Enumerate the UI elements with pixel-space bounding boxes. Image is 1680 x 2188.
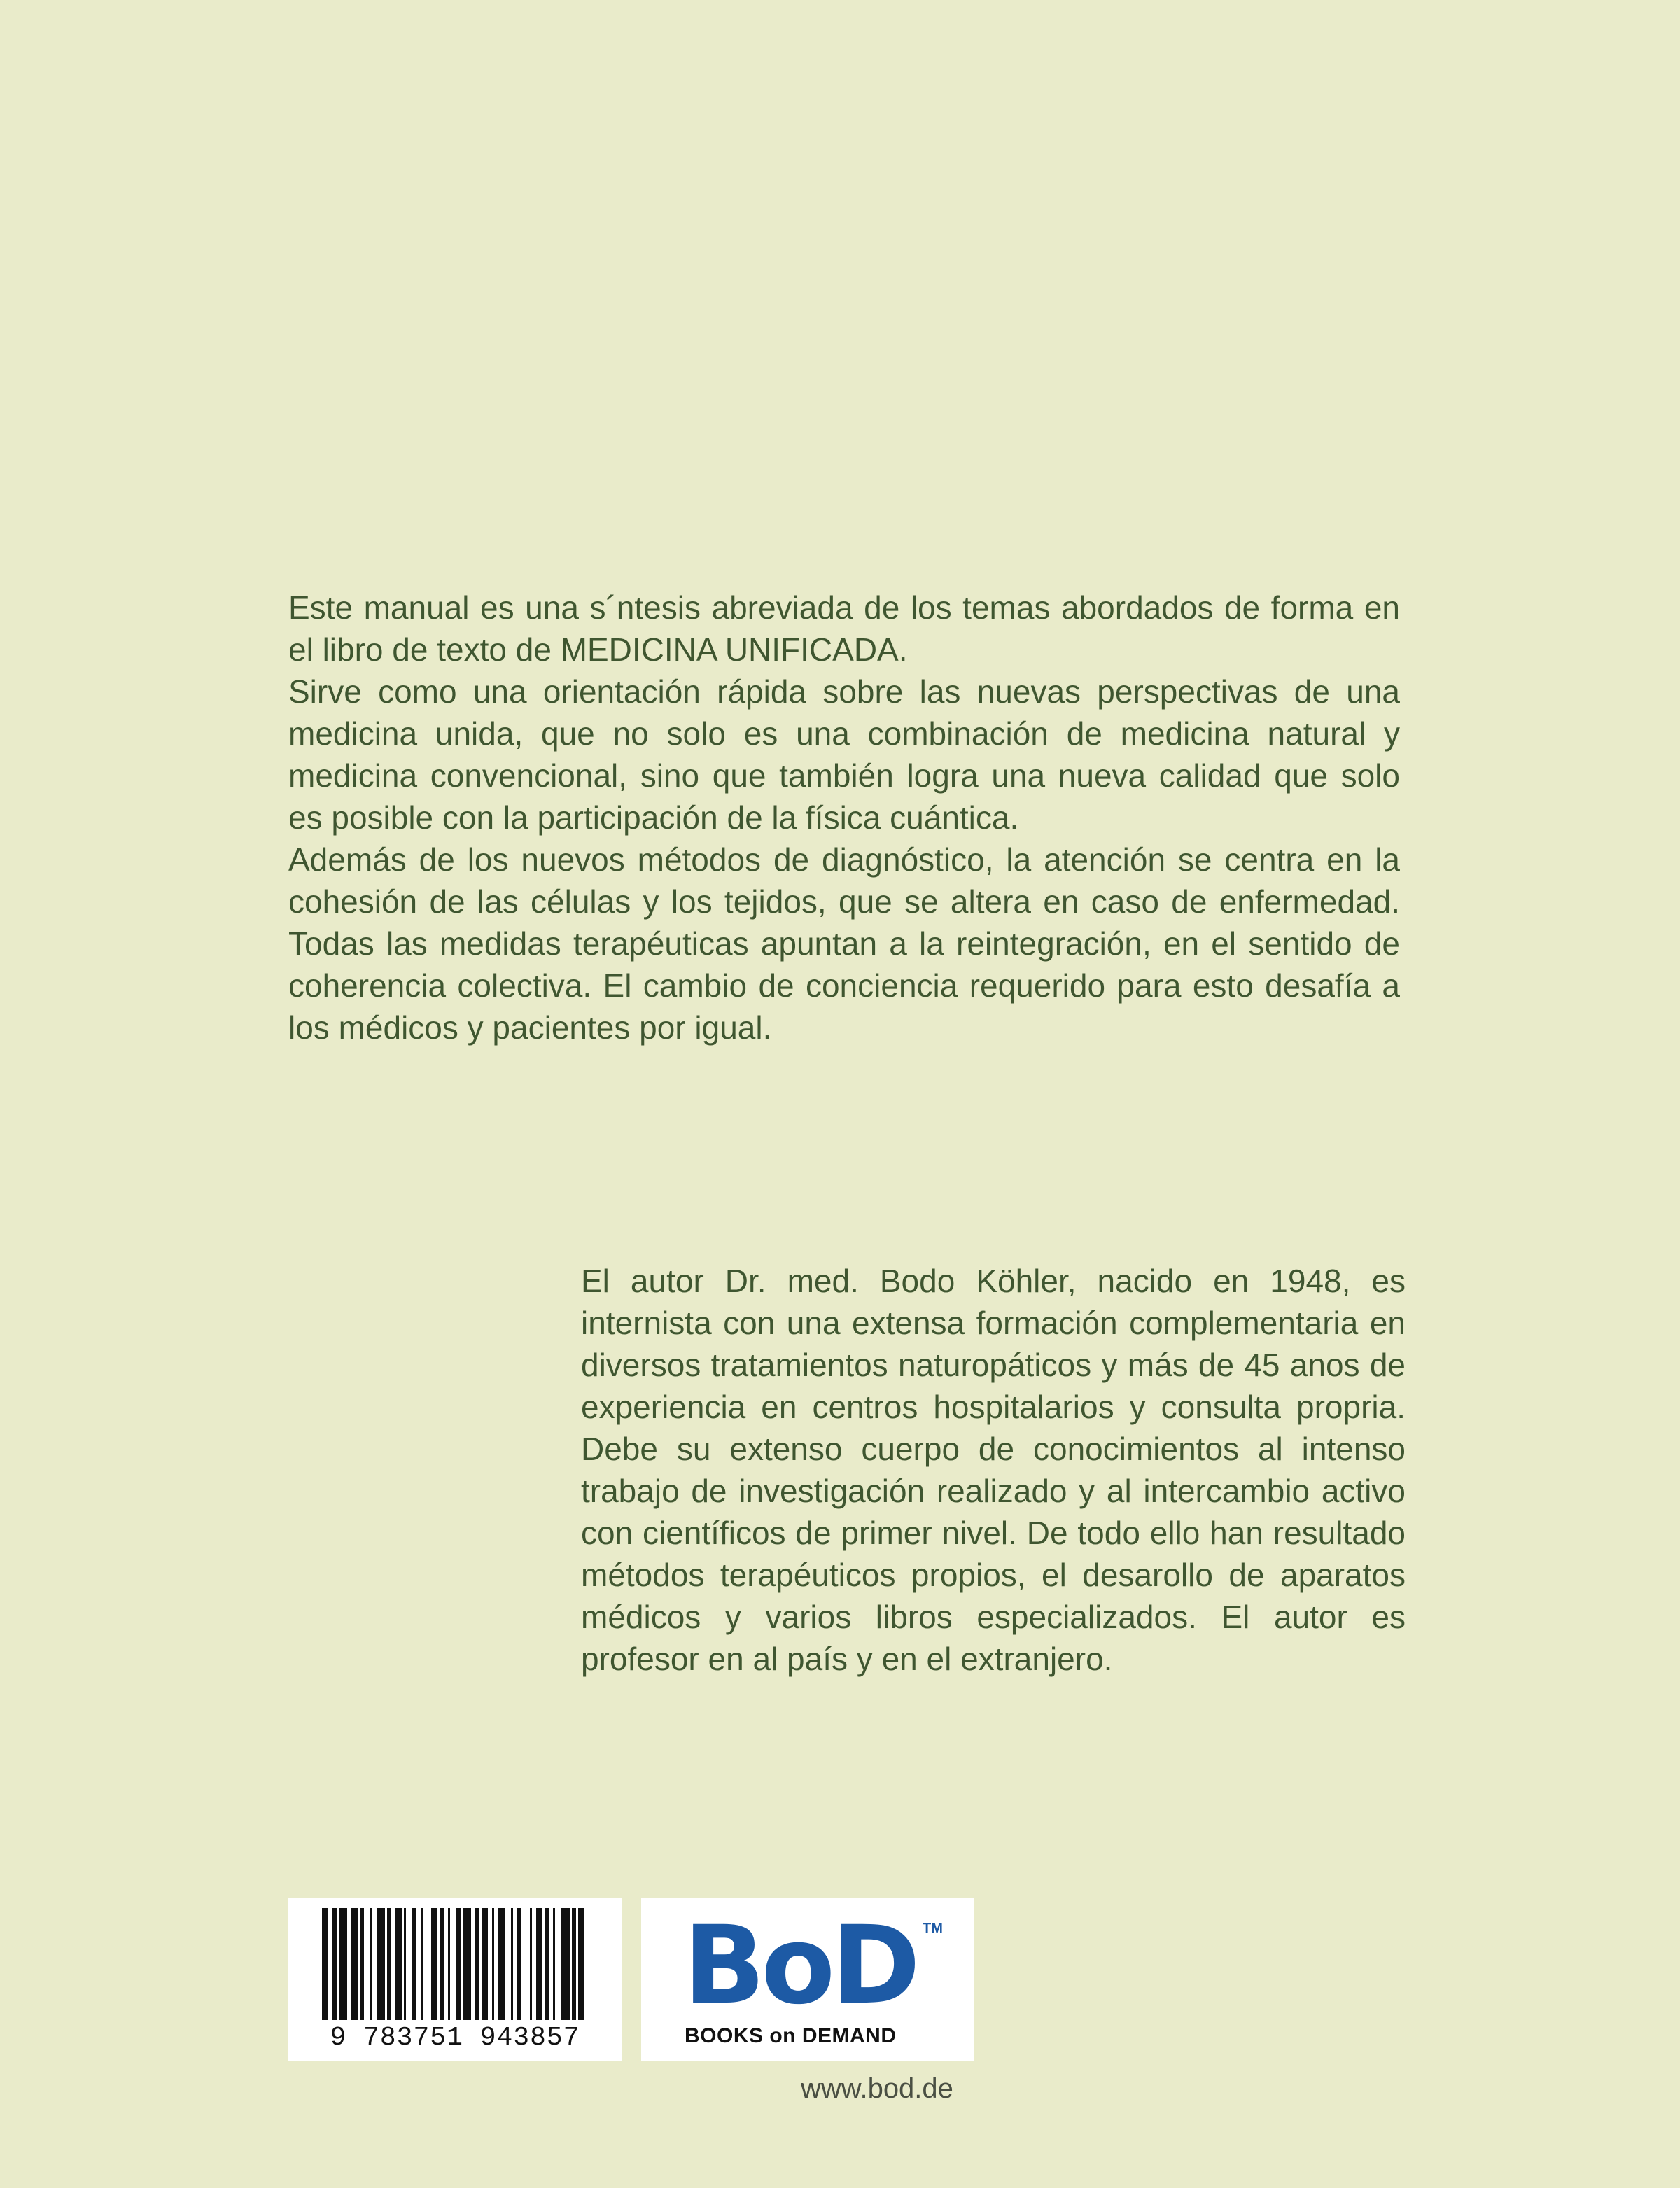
publisher-url[interactable]: www.bod.de (801, 2073, 953, 2104)
barcode-bar (377, 1908, 385, 2020)
barcode-bar (578, 1908, 584, 2020)
bod-logo-wordmark: BoD (683, 1903, 917, 2028)
publisher-tagline: BOOKS on DEMAND (685, 2024, 897, 2047)
publisher-logo (641, 1898, 974, 2061)
blurb-paragraph-1: Este manual es una s´ntesis abreviada de los temas abordados de forma en el libro de texto de MEDICINA UNIFICADA. (288, 589, 1400, 668)
back-cover-blurb (288, 587, 1400, 1049)
barcode-bar (322, 1908, 328, 2020)
isbn-number: 9 783751 943857 (330, 2023, 580, 2053)
barcode-bar (448, 1908, 450, 2020)
barcode-bar (332, 1908, 337, 2020)
barcode-bar (511, 1908, 513, 2020)
barcode-bar (572, 1908, 576, 2020)
barcode-bar (431, 1908, 438, 2020)
barcode-bar (421, 1908, 423, 2020)
barcode-bar (561, 1908, 570, 2020)
barcode-bar (339, 1908, 347, 2020)
barcode-bar (517, 1908, 522, 2020)
barcode-bar (492, 1908, 494, 2020)
barcode-bar (387, 1908, 391, 2020)
barcode-bar (440, 1908, 444, 2020)
barcode-bar (553, 1908, 555, 2020)
barcode-bar (498, 1908, 505, 2020)
barcode-bar (404, 1908, 406, 2020)
barcode-bar (456, 1908, 461, 2020)
barcode-bar (396, 1908, 402, 2020)
barcode-bar (351, 1908, 358, 2020)
barcode-bar (482, 1908, 488, 2020)
author-bio: El autor Dr. med. Bodo Köhler, nacido en 1948, es internista con una extensa formación complementaria en diversos tratamientos naturopáticos y más de 45 anos de experiencia en centros hospitalarios y consulta propria. Debe su extenso cuerpo de conocimientos al intenso trabajo de investigación realizado y al intercambio activo con científicos de primer nivel. De todo ello han resultado métodos terapéuticos propios, el desarollo de aparatos médicos y varios libros especializados. El autor es profesor en al país y en el extranjero. (581, 1263, 1406, 1677)
barcode-bar (536, 1908, 542, 2020)
barcode-bar (545, 1908, 549, 2020)
barcode-bar (360, 1908, 364, 2020)
barcode-bar (530, 1908, 532, 2020)
barcode-bar (463, 1908, 471, 2020)
barcode-bar (475, 1908, 479, 2020)
trademark-mark: TM (923, 1921, 943, 1936)
barcode-bar (412, 1908, 416, 2020)
blurb-paragraph-2: Sirve como una orientación rápida sobre las nuevas perspectivas de una medicina unida, que no solo es una combinación de medicina natural y medicina convencional, sino que también logra una nueva calidad que solo es posible con la participación de la física cuántica. (288, 673, 1400, 836)
isbn-barcode (288, 1898, 622, 2061)
barcode-bar (370, 1908, 372, 2020)
blurb-paragraph-3: Además de los nuevos métodos de diagnóstico, la atención se centra en la cohesión de las células y los tejidos, que se altera en caso de enfermedad. Todas las medidas terapéuticas apuntan a la reintegración, en el sentido de coherencia colectiva. El cambio de conciencia requerido para esto desafía a los médicos y pacientes por igual. (288, 841, 1400, 1046)
